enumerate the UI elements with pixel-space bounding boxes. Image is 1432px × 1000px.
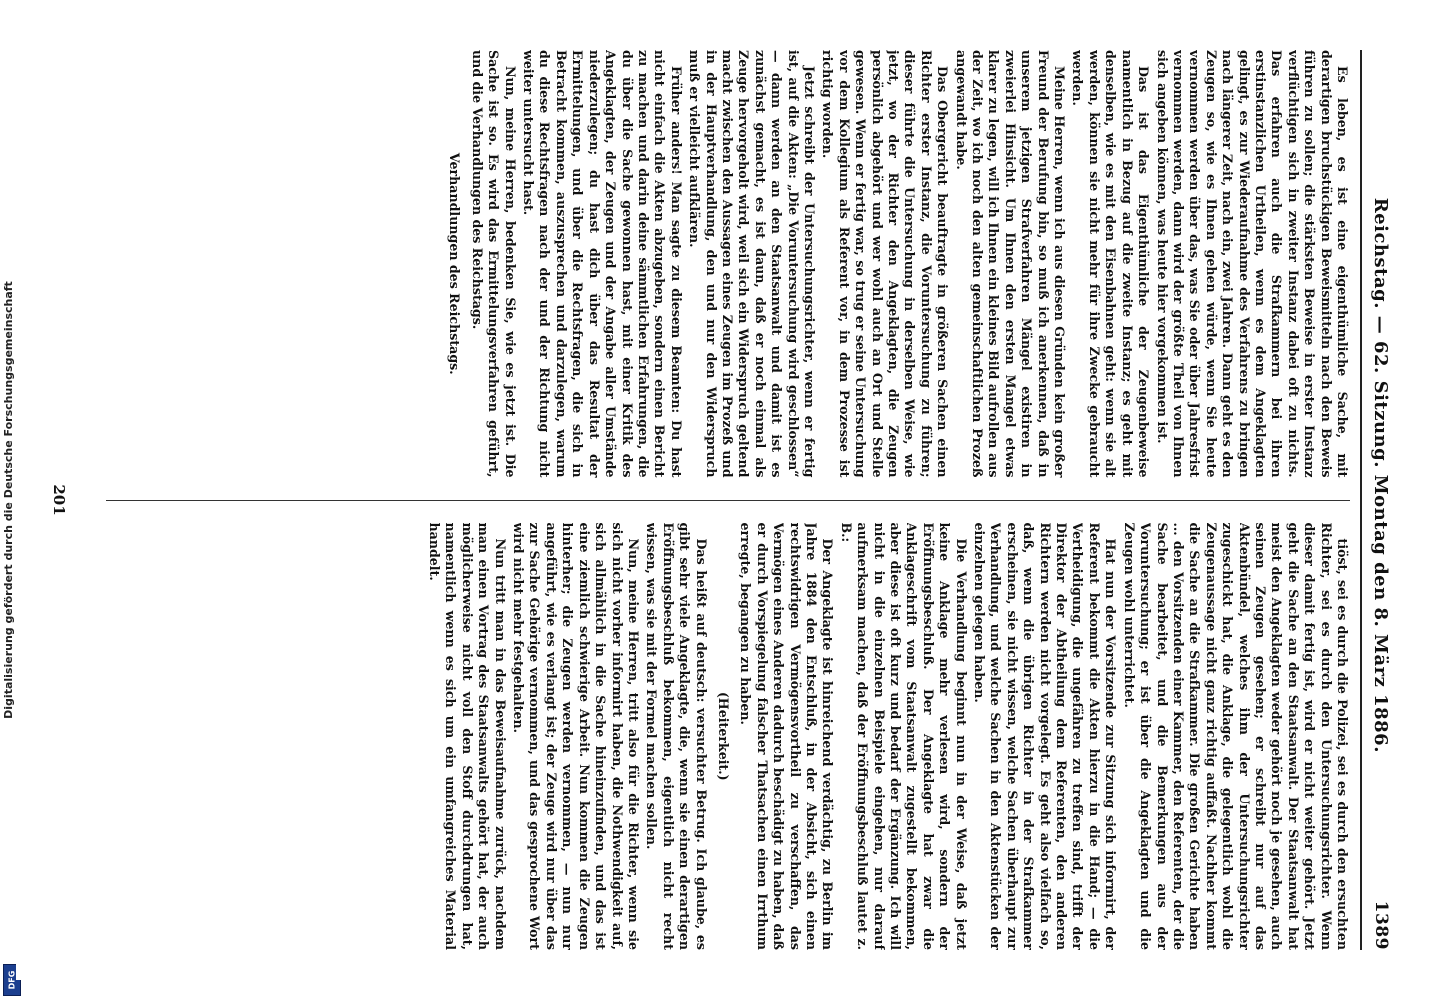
paragraph: Der Angeklagte ist hinreichend verdächtig, zu Berlin im Jahre 1884 den Entschluß, in der Absicht, sich einen rechtswidrigen Vermögensvortheil zu verschaffen, das Vermögen eines Anderen dadurch beschädigt zu haben, daß er durch Vorspiegelung falscher Thatsachen einen Irrthum erregte, begangen zu haben.: [738, 522, 836, 950]
paragraph: tiöst, sei es durch die Polizei, sei es durch den ersuchten Richter, sei es durch den Untersuchungsrichter. Wenn dieser damit fertig ist, wird er nicht weiter gehört. Jetzt geht die Sache an den Staatsanwalt. Der Staatsanwalt hat meist den Angeklagten weder gehört noch je gesehen, auch seinen Zeugen gesehen; er schreibt nur auf das Aktenbündel, welches ihm der Untersuchungsrichter zugeschickt hat, die Anklage, die gelegentlich wohl die Zeugenaussage nicht ganz richtig auffaßt. Nachher kommt die Sache an die Strafkammer. Die großen Gerichte haben ... den Vorsitzenden einer Kammer, den Referenten, der die Sache bearbeitet, und die Bemerkungen aus der Voruntersuchung; er ist über die Angeklagten und die Zeugen wohl unterrichtet.: [1121, 522, 1350, 950]
column-divider: [106, 500, 1350, 501]
paragraph: Es leben, es ist eine eigenthümliche Sache, mit derartigen bruchstückigen Beweismitteln nach den Beweis führen zu sollen; die stärksten Beweise in erster Instanz verflüchtigen sich in zweiter Instanz dabei oft zu nichts. Das erfahren auch die Strafkammern bei ihren erstinstanzlichen Urtheilen, wenn es dem Angeklagten gelingt, es zur Wiederaufnahme des Verfahrens zu bringen nach längerer Zeit, nach ein, zwei Jahren. Dann geht es den Zeugen so, wie es Ihnen gehen würde, wenn Sie heute vernommen werden über das, was Sie oder über Jahresfrist vernommen werden, dann wird der größte Theil von Ihnen sich angeben können, was heute hier vorgekommen ist.: [1154, 50, 1350, 478]
paragraph: Das Obergericht beauftragte in größeren Sachen einen Richter erster Instanz, die Voruntersuchung zu führen; dieser führte die Untersuchung in derselben Weise, wie jetzt, wo der Richter den Angeklagten, die Zeugen persönlich abgehört und wer wohl auch an Ort und Stelle gewesen. Wenn er fertig war, so trug er seine Untersuchung vor dem Kollegium als Referent vor, in dem Prozesse ist richtig worden.: [820, 50, 951, 478]
paragraph: Früher anders! Man sagte zu diesem Beamten: Du hast nicht einfach die Akten abzugeben, sondern einen Bericht zu machen und darin deine sämmtlichen Erfahrungen, die du über die Sache gewonnen hast, mit einer Kritik des Angeklagten, der Zeugen und der Angabe aller Umstände niederzulegen; du hast dich über das Resultat der Ermittelungen, und über die Rechtsfragen, die sich in Betracht kommen, auszusprechen und darzulegen, warum du diese Rechtsfragen nach der und der Richtung nicht weiter untersucht hast.: [521, 50, 684, 478]
scanned-page: [16, 20, 1416, 980]
paragraph: Die Verhandlung beginnt nun in der Weise, daß jetzt keine Anklage mehr verlesen wird, sondern der Eröffnungsbeschluß. Der Angeklagte hat zwar die Anklageschrift vom Staatsanwalt zugestellt bekommen, aber diese ist oft kurz und bedarf der Ergänzung. Ich will nicht in die einzelnen Beispiele eingehen, nur darauf aufmerksam machen, daß der Eröffnungsbeschluß lautet z. B.:: [838, 522, 969, 950]
paragraph: Meine Herren, wenn ich aus diesen Gründen kein großer Freund der Berufung bin, so muß ich anerkennen, daß in unserem jetzigen Strafverfahren Mängel existiren in zweierlei Hinsicht. Um Ihnen den ersten Mangel etwas klarer zu legen, will ich Ihnen ein kleines Bild aufrollen aus der Zeit, wo ich noch den alten gemeinschaftlichen Prozeß angewandt habe.: [953, 50, 1068, 478]
digitization-credit-text: Digitalisierung gefördert durch die Deutsche Forschungsgemeinschaft: [2, 281, 15, 719]
page-header-title: Reichstag. — 62. Sitzung. Montag den 8. März 1886.: [1370, 197, 1392, 753]
paragraph: Nun, meine Herren, bedenken Sie, wie es jetzt ist. Die Sache ist so. Es wird das Ermittelungsverfahren geführt, und die Verhandlungen des Reichstags.: [469, 50, 518, 478]
header-rule: [1360, 50, 1362, 950]
paragraph: Jetzt schreibt der Untersuchungsrichter, wenn er fertig ist, auf die Akten: „Die Voruntersuchung wird geschlossen“ — dann werden an den Staatsanwalt und damit ist es zunächst gemacht, es ist daun, daß er noch einmal als Zeuge hervorgeholt wird, weil sich ein Widerspruch geltend macht zwischen den Aussagen eines Zeugen im Prozeß und in der Hauptverhandlung, den und nur den Widerspruch muß er vielleicht aufklären.: [687, 50, 817, 478]
page-header: [1364, 50, 1398, 950]
page-header-page-number: 1389: [1371, 900, 1391, 950]
paragraph: Hat nun der Vorsitzende zur Sitzung sich informirt, der Referent bekommt die Akten hierzu in die Hand; — die Vertheidigung, die ungefähren zu treffen sind, trifft der Direktor der Abtheilung dem Referenten, den anderen Richtern werden nicht vorgelegt. Es geht also vielfach so, daß, wenn die übrigen Richter in der Strafkammer erscheinen, sie nicht wissen, welche Sachen überhaupt zur Verhandlung, und welche Sachen in den Aktenstücken der einzelnen gelegen haben.: [972, 522, 1119, 950]
paragraph: Das heißt auf deutsch: versuchter Betrug. Ich glaube, es gibt sehr viele Angeklagte, die, wenn sie einen derartigen Eröffnungsbeschluß bekommen, eigentlich nicht recht wissen, was sie mit der Formel machen sollen.: [644, 522, 709, 950]
paragraph: (Heiterkeit.): [715, 691, 731, 781]
paragraph: Nun tritt man in das Beweisaufnahme zurück, nachdem man einen Vortrag des Staatsanwalts gehört hat, der auch möglicherweise nicht voll den Stoff durchdrungen hat, namentlich wenn es sich um ein umfangreiches Material handelt.: [427, 522, 508, 950]
paragraph: Das ist das Eigenthümliche der Zeugenbeweise namentlich in Bezug auf die zweite Instanz; es geht mit denselben, wie es mit den Eisenbahnen geht: wenn sie alt werden, können sie nicht mehr für ihre Zwecke gebraucht werden.: [1070, 50, 1152, 478]
text-columns: [106, 50, 1350, 950]
column-first: [106, 50, 1350, 478]
dfg-logo-text: DFG: [7, 970, 17, 990]
page-footer: [44, 50, 74, 950]
paragraph: Nun, meine Herren, tritt also für die Richter, wenn sie sich nicht vorher informirt haben, die Nothwendigkeit auf, sich allmählich in die Sache hineinzufinden, und das ist eine ziemlich schwierige Arbeit. Nun kommen die Zeugen hinterher; die Zeugen werden vernommen, — nun nur angeführt, wie es verlangt ist; der Zeuge wird nur über das zur Sache Gehörige vernommen, und das gesprochene Wort wird nicht mehr festgehalten.: [511, 522, 641, 950]
footer-note: Verhandlungen des Reichstags.: [447, 152, 463, 375]
column-second: [106, 523, 1350, 951]
footer-page-number: 201: [50, 484, 68, 516]
